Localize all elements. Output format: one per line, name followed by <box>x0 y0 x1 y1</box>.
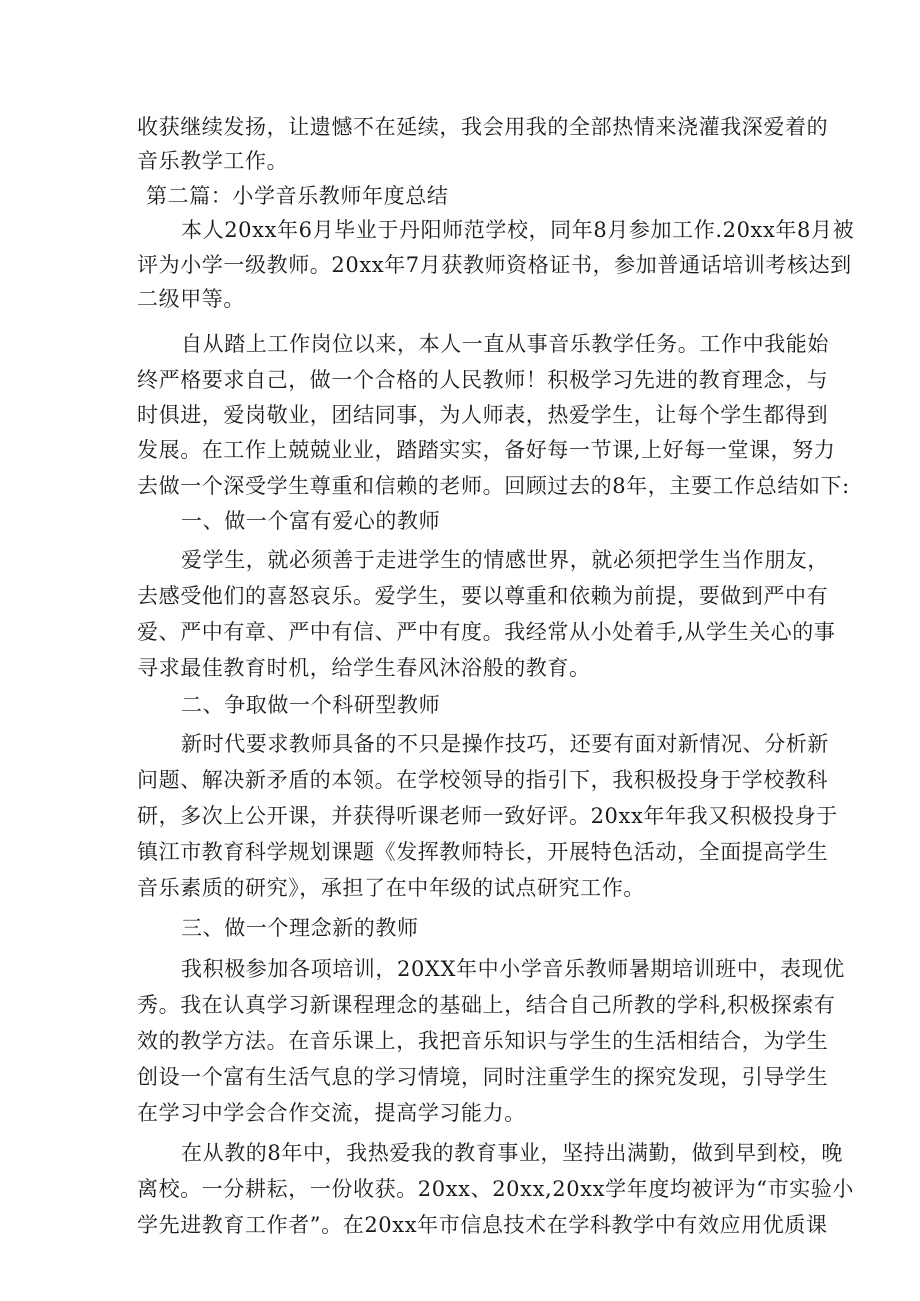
paragraph-line: 终严格要求自己，做一个合格的人民教师！积极学习先进的教育理念，与 <box>137 368 829 392</box>
paragraph-line: 时俱进，爱岗敬业，团结同事，为人师表，热爱学生，让每个学生都得到 <box>137 403 829 427</box>
paragraph-line: 在从教的8年中，我热爱我的教育事业，坚持出满勤，做到早到校，晚 <box>181 1141 843 1165</box>
paragraph-line: 研，多次上公开课，并获得听课老师一致好评。20xx年年我又积极投身于 <box>137 804 838 828</box>
paragraph-line: 离校。一分耕耘，一份收获。20xx、20xx,20xx学年度均被评为“市实验小 <box>137 1177 855 1201</box>
paragraph-line: 音乐教学工作。 <box>137 149 289 173</box>
paragraph-line: 自从踏上工作岗位以来，本人一直从事音乐教学任务。工作中我能始 <box>181 332 829 356</box>
paragraph-line: 新时代要求教师具备的不只是操作技巧，还要有面对新情况、分析新 <box>181 732 829 756</box>
paragraph-line: 去做一个深受学生尊重和信赖的老师。回顾过去的8年，主要工作总结如下: <box>137 474 850 498</box>
paragraph-line: 音乐素质的研究》，承担了在中年级的试点研究工作。 <box>137 876 645 900</box>
paragraph-line: 我积极参加各项培训，20XX年中小学音乐教师暑期培训班中，表现优 <box>181 957 845 981</box>
section-heading: 三、做一个理念新的教师 <box>181 916 419 940</box>
paragraph-line: 学先进教育工作者”。在20xx年市信息技术在学科教学中有效应用优质课 <box>137 1213 828 1237</box>
paragraph-line: 爱学生，就必须善于走进学生的情感世界，就必须把学生当作朋友， <box>181 548 829 572</box>
paragraph-line: 效的教学方法。在音乐课上，我把音乐知识与学生的生活相结合，为学生 <box>137 1029 829 1053</box>
paragraph-line: 秀。我在认真学习新课程理念的基础上，结合自己所教的学科,积极探索有 <box>137 993 836 1017</box>
paragraph-line: 二级甲等。 <box>137 287 245 311</box>
paragraph-line: 去感受他们的喜怒哀乐。爱学生，要以尊重和依赖为前提，要做到严中有 <box>137 584 829 608</box>
paragraph-line: 评为小学一级教师。20xx年7月获教师资格证书，参加普通话培训考核达到 <box>137 253 852 277</box>
paragraph-line: 创设一个富有生活气息的学习情境，同时注重学生的探究发现，引导学生 <box>137 1065 829 1089</box>
paragraph-line: 在学习中学会合作交流，提高学习能力。 <box>137 1101 526 1125</box>
paragraph-line: 镇江市教育科学规划课题《发挥教师特长，开展特色活动，全面提高学生 <box>137 840 829 864</box>
section-heading: 第二篇：小学音乐教师年度总结 <box>146 184 449 208</box>
paragraph-line: 寻求最佳教育时机，给学生春风沐浴般的教育。 <box>137 656 591 680</box>
paragraph-line: 问题、解决新矛盾的本领。在学校领导的指引下，我积极投身于学校教科 <box>137 768 829 792</box>
paragraph-line: 发展。在工作上兢兢业业，踏踏实实，备好每一节课,上好每一堂课，努力 <box>137 438 836 462</box>
paragraph-line: 本人20xx年6月毕业于丹阳师范学校，同年8月参加工作.20xx年8月被 <box>181 218 855 242</box>
section-heading: 二、争取做一个科研型教师 <box>181 693 441 717</box>
paragraph-line: 爱、严中有章、严中有信、严中有度。我经常从小处着手,从学生关心的事 <box>137 620 836 644</box>
section-heading: 一、做一个富有爱心的教师 <box>181 509 441 533</box>
paragraph-line: 收获继续发扬，让遗憾不在延续，我会用我的全部热情来浇灌我深爱着的 <box>137 115 829 139</box>
